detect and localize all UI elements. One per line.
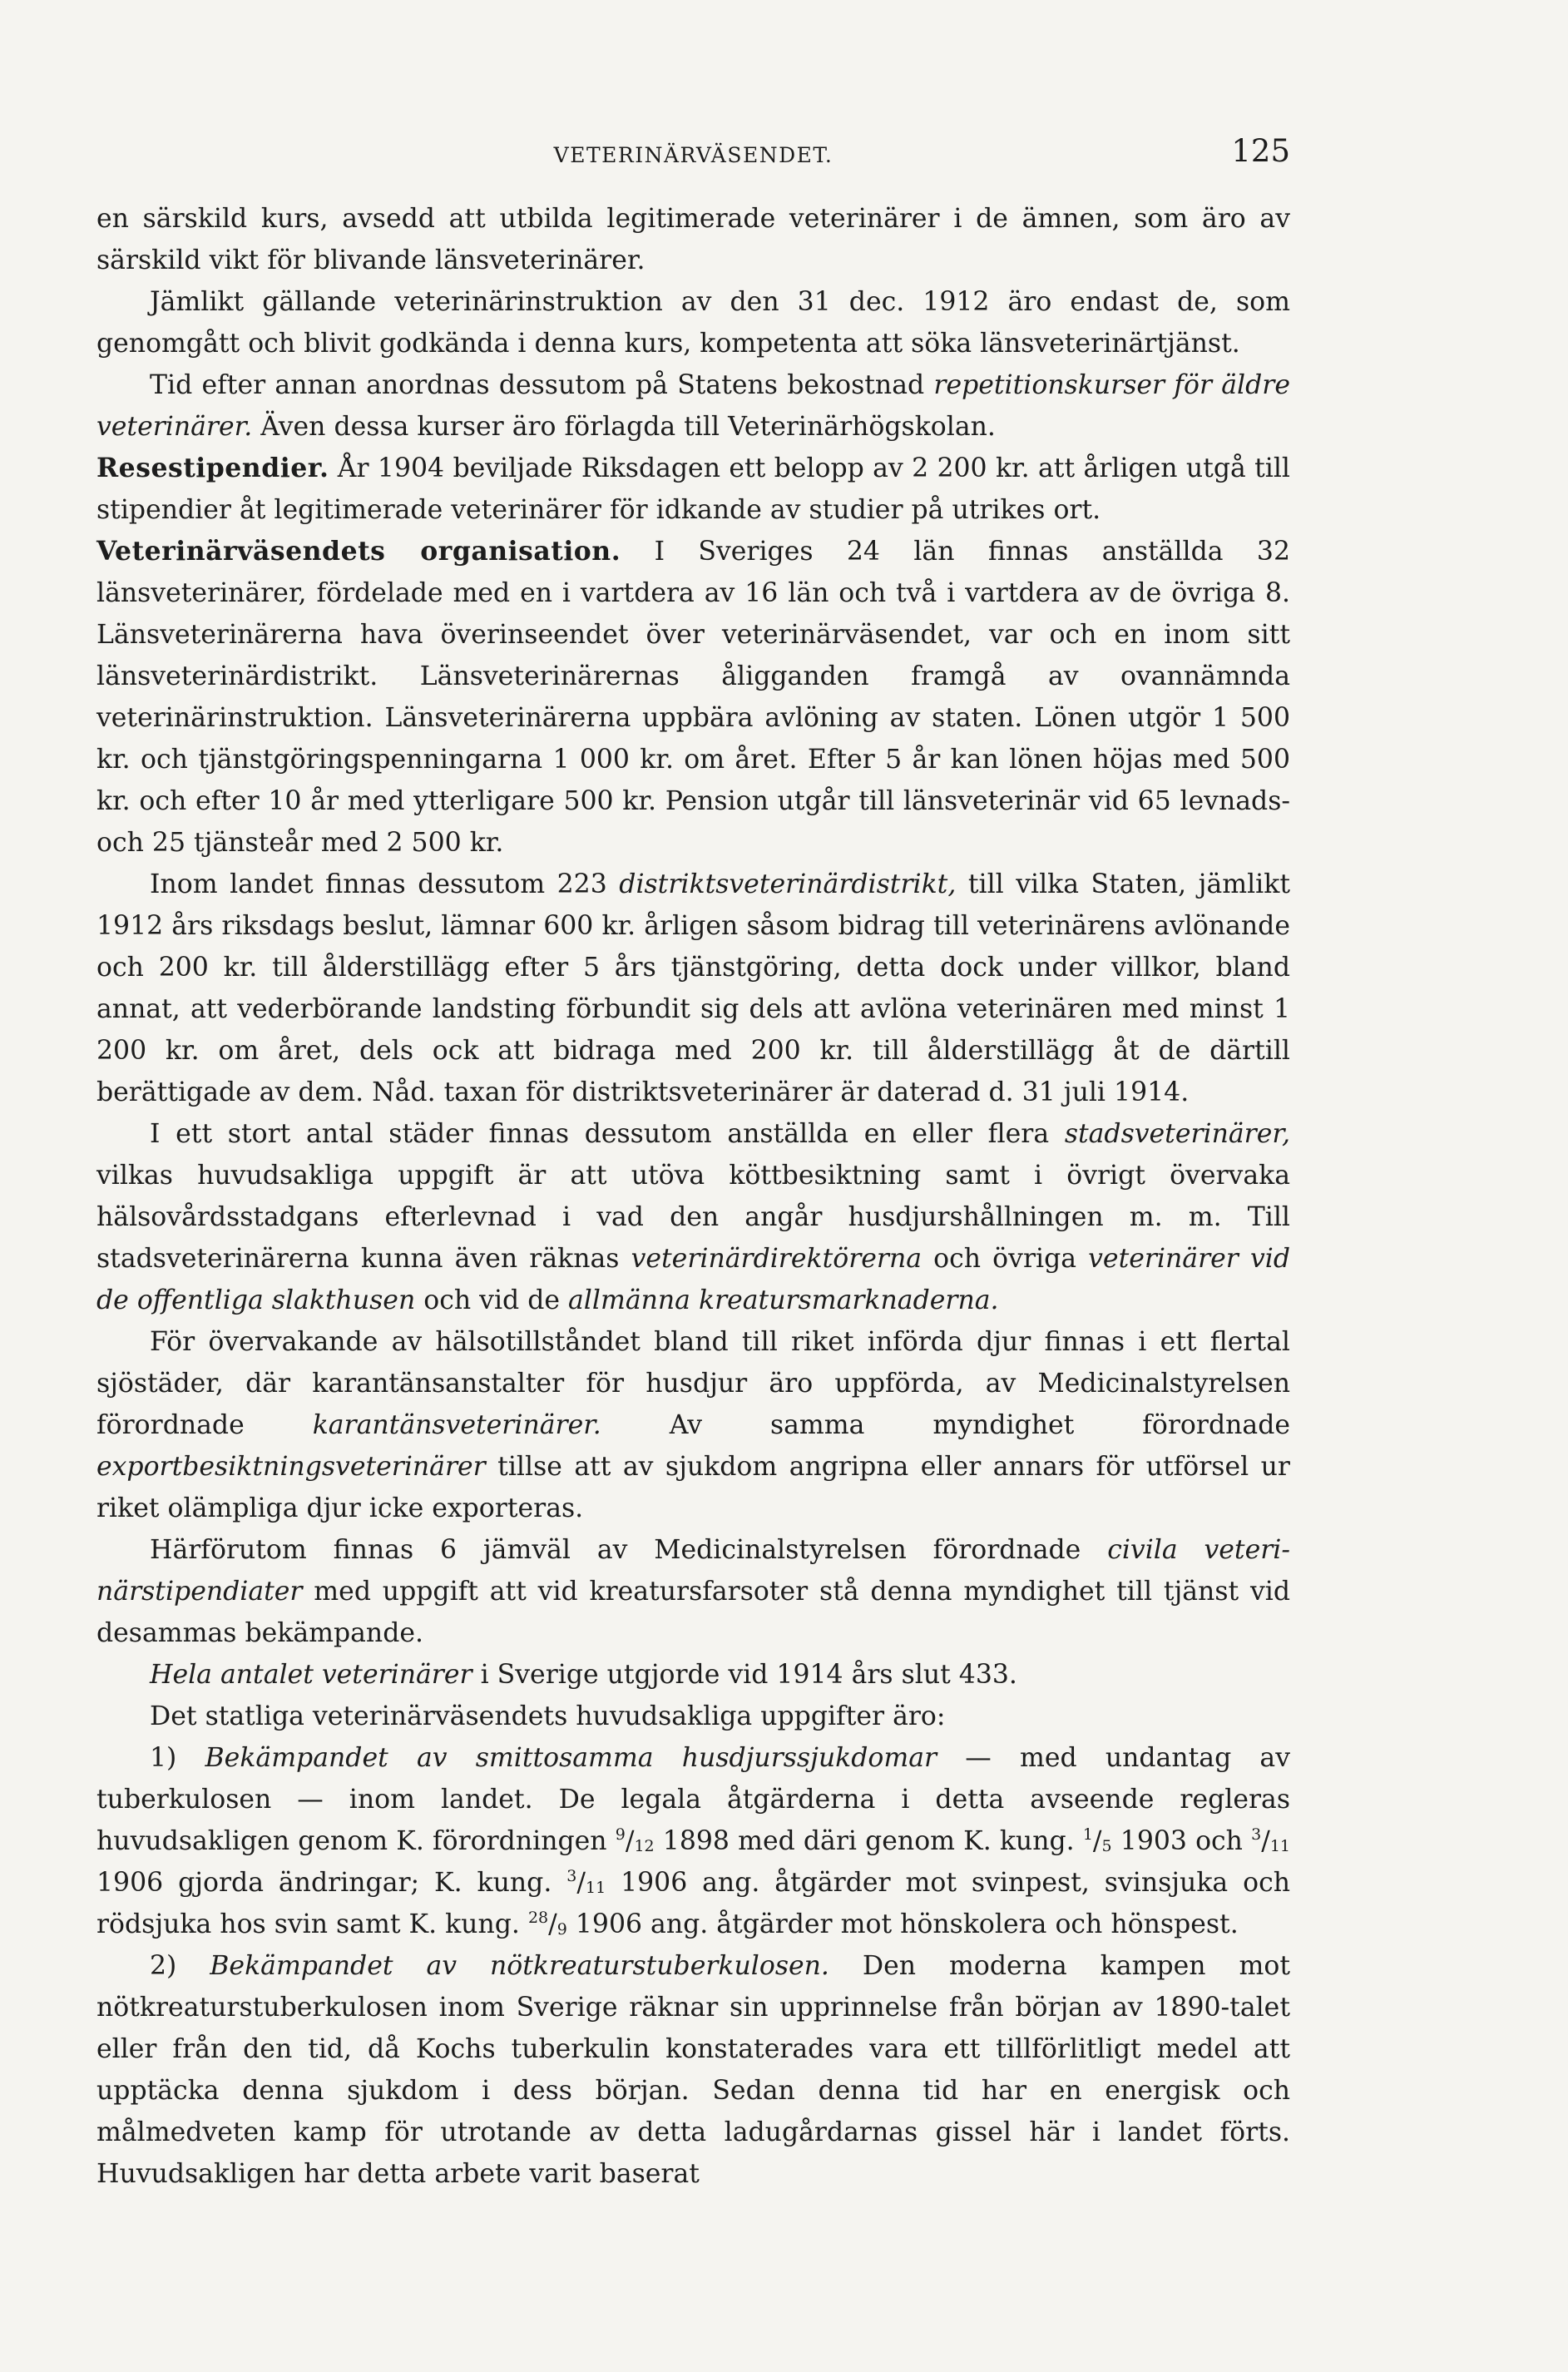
fraction-denominator: 9: [556, 1920, 567, 1939]
text-run: Även dessa kurser äro förlagda till Veterinärhögskolan.: [252, 412, 996, 442]
text-run: Av samma myndighet förordnade: [601, 1410, 1290, 1440]
text-run: tillse att av sjukdom angripna eller annars för utförsel ur riket olämpliga djur icke exporteras.: [96, 1452, 1290, 1523]
paragraph-1: en särskild kurs, avsedd att utbilda legitimerade veterinärer i de ämnen, som äro av särskild vikt för blivande länsveterinärer.: [96, 204, 1290, 275]
italic-term: civila veterinärstipendiater: [96, 1535, 1291, 1607]
paragraph-12: 1) Bekämpandet av smittosamma husdjurssjukdomar — med undantag av tuberkulosen — inom landet. De legala åtgärderna i detta avseende regleras huvudsakligen genom K. förordningen $^9/_{12}$ 1898 med däri genom K. kung. $^1/_5$ 1903 och $^3/_{11}$ 1906 gjorda ändringar; K. kung. $^3/_{11}$ 1906 ang. åtgärder mot svinpest, svinsjuka och rödsjuka hos svin samt K. kung. $^{28}/_9$ 1906 ang. åtgärder mot hönskolera och hönspest.: [96, 1743, 1291, 1939]
text-run: I Sveriges 24 län finnas anställda 32 länsveterinärer, fördelade med en i vartdera av 16 län och två i vartdera av de övriga 8. Länsveterinärerna hava överinseendet över veterinärväsendet, var och en inom sitt länsveterinärdistrikt. Länsveterinärernas åligganden framgå av ovannämnda veterinärinstruktion. Länsveterinärerna uppbära avlöning av staten. Lönen utgör 1 500 kr. och tjänstgöringspenningarna 1 000 kr. om året. Efter 5 år kan lönen höjas med 500 kr. och efter 10 år med ytterligare 500 kr. Pension utgår till länsveterinär vid 65 levnads- och 25 tjänsteår med 2 500 kr.: [96, 537, 1290, 858]
running-head: VETERINÄRVÄSENDET.: [553, 143, 833, 167]
paragraph-11: Det statliga veterinärväsendets huvudsakliga uppgifter äro:: [150, 1701, 946, 1731]
fraction-numerator: 3: [1251, 1825, 1262, 1844]
list-number: 2): [150, 1951, 210, 1981]
text-run: och övriga: [922, 1244, 1089, 1274]
text-run: 1903 och: [1111, 1826, 1252, 1856]
body-text: [96, 198, 1290, 2195]
paragraph-8: [96, 1321, 1290, 1529]
page-header: [96, 133, 1290, 183]
fraction-denominator: 11: [1269, 1837, 1291, 1855]
paragraph-6: [96, 864, 1290, 1113]
fraction-denominator: 12: [634, 1837, 655, 1855]
text-run: För övervakande av hälsotillståndet bland till riket införda djur finnas i ett flertal sjöstäder, där karantänsanstalter för husdjur äro uppförda, av Medicinalstyrelsen förordnade: [96, 1327, 1290, 1440]
paragraph-13: [96, 1945, 1290, 2195]
fraction-numerator: 9: [615, 1825, 626, 1844]
italic-term: distriktsveterinärdistrikt,: [619, 869, 957, 899]
italic-term: repetitionskurser för äldre veterinärer.: [96, 370, 1290, 442]
text-run: Härförutom finnas 6 jämväl av Medicinalstyrelsen förordnade: [150, 1535, 1108, 1565]
fraction-denominator: 11: [585, 1879, 606, 1897]
text-run: 1898 med däri genom K. kung.: [654, 1826, 1083, 1856]
text-run: 1906 ang. åtgärder mot svinpest, svinsjuka och rödsjuka hos svin samt K. kung.: [96, 1868, 1290, 1939]
text-run: 1906 gjorda ändringar; K. kung.: [96, 1868, 567, 1898]
section-heading: Veterinärväsendets organisation.: [96, 536, 621, 567]
fraction-numerator: 1: [1082, 1825, 1093, 1844]
paragraph-5: [96, 531, 1290, 864]
italic-term: veterinärdirektörerna: [631, 1244, 922, 1274]
text-run: vilkas huvudsakliga uppgift är att utöva köttbesiktning samt i övrigt övervaka hälsovårdsstadgans efterlevnad i vad den angår husdjurshållningen m. m. Till stadsveterinärerna kunna även räknas: [96, 1161, 1290, 1274]
italic-term: Bekämpandet av smittosamma husdjurssjukdomar: [205, 1743, 937, 1773]
italic-term: Bekämpandet av nötkreaturstuberkulosen.: [210, 1951, 829, 1981]
italic-term: karantänsveterinärer.: [312, 1410, 601, 1440]
italic-term: allmänna kreatursmarknaderna.: [568, 1285, 999, 1315]
paragraph-10: [96, 1654, 1290, 1696]
text-run: Inom landet finnas dessutom 223: [150, 869, 620, 899]
italic-term: stadsveterinärer,: [1064, 1119, 1290, 1149]
section-heading: Resestipendier.: [96, 453, 329, 483]
text-run: Den moderna kampen mot nötkreaturstuberkulosen inom Sverige räknar sin upprinnelse från början av 1890-talet eller från den tid, då Kochs tuberkulin konstaterades vara ett tillförlitligt medel att upptäcka denna sjukdom i dess början. Sedan denna tid har en energisk och målmedveten kamp för utrotande av detta ladugårdarnas gissel här i landet förts. Huvudsakligen har detta arbete varit baserat: [96, 1951, 1291, 2189]
paragraph-2: Jämlikt gällande veterinärinstruktion av den 31 dec. 1912 äro endast de, som genomgått och blivit godkända i denna kurs, kompetenta att söka länsveterinärtjänst.: [96, 287, 1290, 359]
page-number: 125: [1231, 133, 1290, 169]
fraction-numerator: 28: [527, 1909, 549, 1927]
text-run: till vilka Staten, jämlikt 1912 års riksdags beslut, lämnar 600 kr. årligen såsom bidrag till veterinärens avlönande och 200 kr. till ålderstillägg efter 5 års tjänstgöring, detta dock under villkor, bland annat, att vederbörande landsting förbundit sig dels att avlöna veterinären med minst 1 200 kr. om året, dels ock att bidraga med 200 kr. till ålderstillägg åt de därtill berättigade av dem. Nåd. taxan för distriktsveterinärer är daterad d. 31 juli 1914.: [96, 869, 1290, 1107]
text-run: i Sverige utgjorde vid 1914 års slut 433.: [472, 1660, 1017, 1690]
paragraph-7: [96, 1113, 1290, 1321]
italic-term: Hela antalet veterinärer: [150, 1660, 472, 1690]
fraction-denominator: 5: [1101, 1837, 1112, 1855]
text-run: med uppgift att vid kreatursfarsoter stå denna myndighet till tjänst vid desammas bekämpande.: [96, 1577, 1290, 1648]
text-run: 1906 ang. åtgärder mot hönskolera och hönspest.: [566, 1909, 1239, 1939]
text-run: Tid efter annan anordnas dessutom på Statens bekostnad: [150, 370, 934, 400]
paragraph-3: [96, 364, 1290, 448]
paragraph-9: [96, 1529, 1290, 1654]
text-run: I ett stort antal städer finnas dessutom anställda en eller flera: [150, 1119, 1065, 1149]
text-run: År 1904 beviljade Riksdagen ett belopp av 2 200 kr. att årligen utgå till stipendier åt legitimerade veterinärer för idkande av studier på utrikes ort.: [96, 453, 1290, 525]
fraction-numerator: 3: [566, 1867, 577, 1885]
italic-term: veterinärer vid de offentliga slakthusen: [96, 1244, 1290, 1315]
italic-term: exportbesiktningsveterinärer: [96, 1452, 486, 1482]
text-run: — med undantag av tuberkulosen — inom landet. De legala åtgärderna i detta avseende regleras huvudsakligen genom K. förordningen: [96, 1743, 1290, 1856]
list-number: 1): [150, 1743, 205, 1773]
paragraph-4: [96, 448, 1290, 531]
text-run: och vid de: [415, 1285, 569, 1315]
